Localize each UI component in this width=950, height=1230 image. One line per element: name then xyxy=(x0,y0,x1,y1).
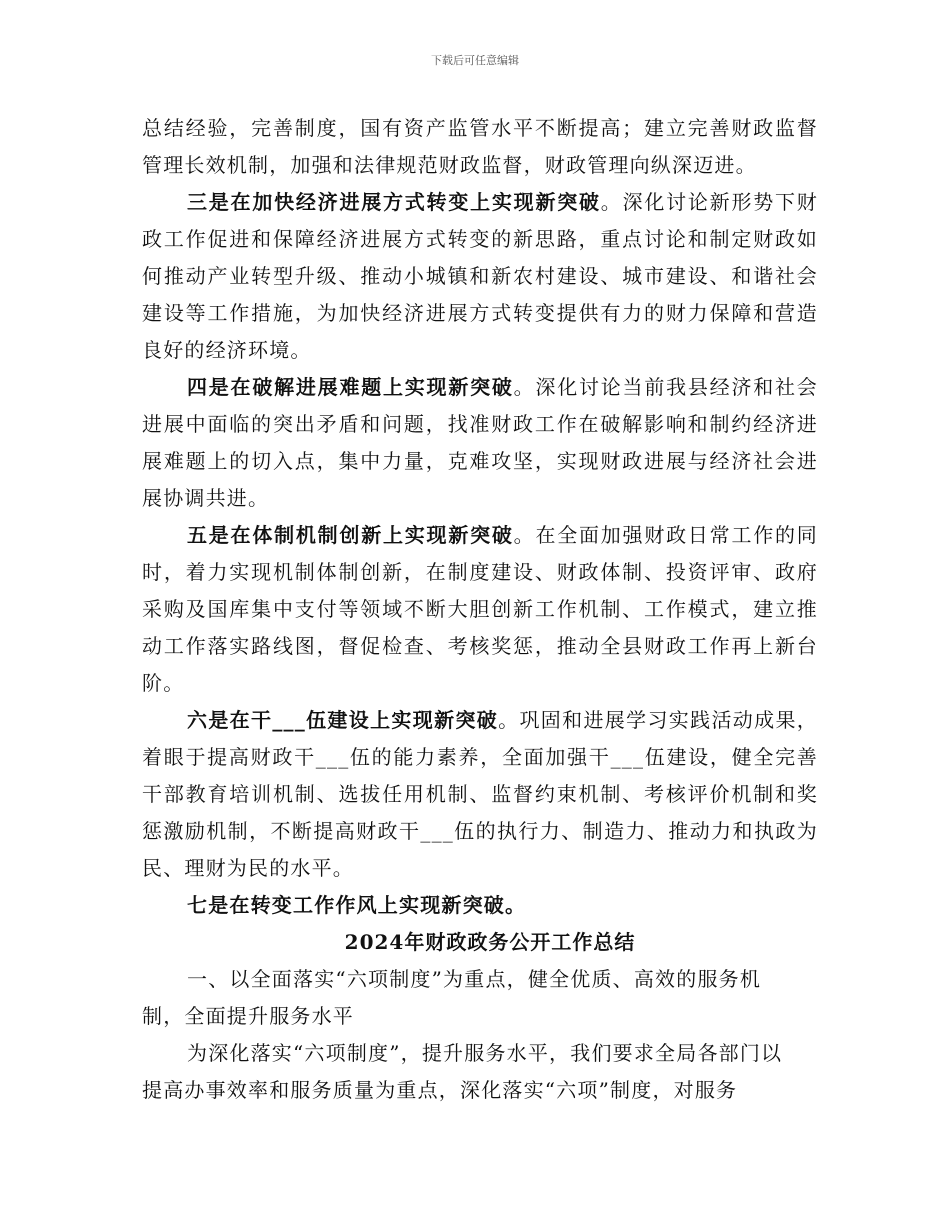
section-paragraph-1: 为深化落实“六项制度”，提升服务水平，我们要求全局各部门以提高办事效率和服务质量为重点，深化落实“六项”制度，对服务 xyxy=(142,1041,783,1102)
paragraph-1 xyxy=(142,184,818,369)
paragraph-4 xyxy=(142,702,818,887)
paragraph-0: 总结经验，完善制度，国有资产监管水平不断提高；建立完善财政监督管理长效机制，加强和法律规范财政监督，财政管理向纵深迈进。 xyxy=(142,116,818,177)
header-note: 下载后可任意编辑 xyxy=(431,54,519,67)
paragraph-5-heading: 七是在转变工作作风上实现新突破。 xyxy=(187,893,527,917)
paragraph-4-heading: 六是在干___伍建设上实现新突破 xyxy=(187,708,499,732)
paragraph-3-text: 。在全面加强财政日常工作的同时，着力实现机制体制创新，在制度建设、财政体制、投资评审、政府采购及国库集中支付等领域不断大胆创新工作机制、工作模式，建立推动工作落实路线图，督促检查、考核奖惩，推动全县财政工作再上新台阶。 xyxy=(142,523,818,695)
section-title: 2024年财政政务公开工作总结 xyxy=(344,930,636,954)
paragraph-2 xyxy=(142,369,818,517)
paragraph-2-text: 。深化讨论当前我县经济和社会进展中面临的突出矛盾和问题，找准财政工作在破解影响和制约经济进展难题上的切入点，集中力量，克难攻坚，实现财政进展与经济社会进展协调共进。 xyxy=(142,375,818,510)
paragraph-5 xyxy=(142,887,818,924)
paragraph-1-text: 。深化讨论新形势下财政工作促进和保障经济进展方式转变的新思路，重点讨论和制定财政如何推动产业转型升级、推动小城镇和新农村建设、城市建设、和谐社会建设等工作措施，为加快经济进展方式转变提供有力的财力保障和营造良好的经济环境。 xyxy=(142,190,818,362)
paragraph-4-text: 。巩固和进展学习实践活动成果，着眼于提高财政干___伍的能力素养，全面加强干___伍建设，健全完善干部教育培训机制、选拔任用机制、监督约束机制、考核评价机制和奖惩激励机制，不断提高财政干___伍的执行力、制造力、推动力和执政为民、理财为民的水平。 xyxy=(142,708,819,880)
paragraph-3 xyxy=(142,517,818,702)
paragraph-3-heading: 五是在体制机制创新上实现新突破 xyxy=(187,523,514,547)
paragraph-1-heading: 三是在加快经济进展方式转变上实现新突破 xyxy=(187,190,601,214)
section-point-1: 一、以全面落实“六项制度”为重点，健全优质、高效的服务机制，全面提升服务水平 xyxy=(142,967,762,1028)
paragraph-2-heading: 四是在破解进展难题上实现新突破 xyxy=(187,375,514,399)
document-body xyxy=(142,110,818,1109)
